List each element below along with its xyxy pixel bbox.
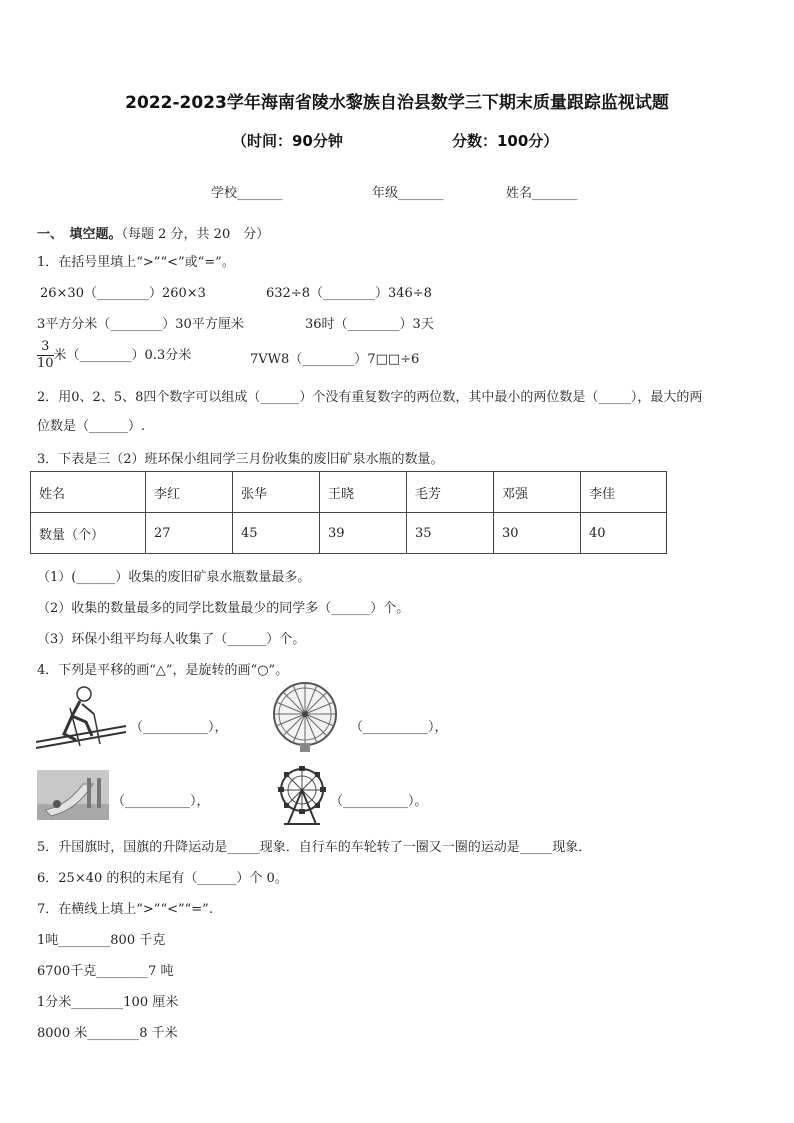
ferris-wheel-icon <box>276 766 328 826</box>
table-cell: 40 <box>581 513 667 554</box>
table-cell: 39 <box>320 513 407 554</box>
q5-text[interactable]: 5．升国旗时，国旗的升降运动是_____现象．自行车的车轮转了一圈又一圈的运动是_____现象． <box>37 840 592 855</box>
section-title: 一、 填空题。 <box>37 227 122 242</box>
q1-row3-a[interactable] <box>37 339 191 372</box>
table-cell: 45 <box>233 513 320 554</box>
table-cell: 27 <box>146 513 233 554</box>
q7-stem: 7．在横线上填上“>”“<”“=”. <box>37 902 213 917</box>
skier-icon <box>36 684 128 752</box>
table-cell: 数量（个） <box>31 513 146 554</box>
page-title: 2022-2023学年海南省陵水黎族自治县数学三下期末质量跟踪监视试题 <box>125 93 669 113</box>
table-cell: 毛芳 <box>407 472 494 513</box>
q1-row2-a[interactable]: 3平方分米（________）30平方厘米 <box>37 317 244 332</box>
q4-answer-2[interactable]: （__________）， <box>350 720 448 735</box>
time-label: （时间：90分钟 <box>232 132 343 150</box>
table-row <box>31 472 667 513</box>
fraction <box>37 339 54 372</box>
score-label: 分数：100分） <box>452 132 559 150</box>
q1-stem: 1．在括号里填上“>”“<”或“=”。 <box>37 255 235 270</box>
q2-line1[interactable]: 2．用0、2、5、8四个数字可以组成（______）个没有重复数字的两位数，其中最小的两位数是（_____），最大的两 <box>37 390 703 405</box>
school-field[interactable]: 学校_______ <box>211 186 283 201</box>
q7-line2[interactable]: 6700千克________7 吨 <box>37 964 174 979</box>
q3-sub3[interactable]: （3）环保小组平均每人收集了（______）个。 <box>37 632 306 647</box>
grade-field[interactable]: 年级_______ <box>372 186 444 201</box>
q7-line4[interactable]: 8000 米________8 千米 <box>37 1026 178 1041</box>
q4-answer-1[interactable]: （__________）， <box>130 720 228 735</box>
q3-sub1[interactable]: （1）(______）收集的废旧矿泉水瓶数量最多。 <box>37 570 311 585</box>
table-cell: 30 <box>494 513 581 554</box>
q1-row1-a[interactable]: 26×30（________）260×3 <box>40 286 206 301</box>
table-cell: 张华 <box>233 472 320 513</box>
q1-row3-b[interactable]: 7VW8（________）7□□÷6 <box>250 352 420 367</box>
name-field[interactable]: 姓名_______ <box>506 186 578 201</box>
table-cell: 姓名 <box>31 472 146 513</box>
q4-stem: 4．下列是平移的画“△”，是旋转的画“○”。 <box>37 663 289 678</box>
q2-line2[interactable]: 位数是（______）. <box>37 419 146 434</box>
table-cell: 李佳 <box>581 472 667 513</box>
table-cell: 35 <box>407 513 494 554</box>
q1-row1-b[interactable]: 632÷8（________）346÷8 <box>266 286 432 301</box>
q3-stem: 3．下表是三（2）班环保小组同学三月份收集的废旧矿泉水瓶的数量。 <box>37 452 444 467</box>
table-cell: 王晓 <box>320 472 407 513</box>
slide-icon <box>37 770 109 820</box>
q7-line3[interactable]: 1分米________100 厘米 <box>37 995 179 1010</box>
table-row <box>31 513 667 554</box>
table-cell: 邓强 <box>494 472 581 513</box>
q6-text[interactable]: 6．25×40 的积的末尾有（______）个 0。 <box>37 871 288 886</box>
section-heading <box>37 223 269 242</box>
q4-answer-4[interactable]: （__________）。 <box>330 794 428 809</box>
fraction-numerator: 3 <box>37 339 54 356</box>
fan-wheel-icon <box>270 681 340 753</box>
q3-sub2[interactable]: （2）收集的数量最多的同学比数量最少的同学多（______）个。 <box>37 601 410 616</box>
fraction-denominator: 10 <box>37 356 54 371</box>
q1-row2-b[interactable]: 36时（________）3天 <box>305 317 434 332</box>
q4-answer-3[interactable]: （__________）， <box>112 794 210 809</box>
table-cell: 李红 <box>146 472 233 513</box>
q1-row3-a-text: 米（________）0.3分米 <box>53 348 192 363</box>
q7-line1[interactable]: 1吨________800 千克 <box>37 933 166 948</box>
section-note: （每题 2 分，共 20 分） <box>121 227 270 242</box>
data-table <box>30 471 667 554</box>
